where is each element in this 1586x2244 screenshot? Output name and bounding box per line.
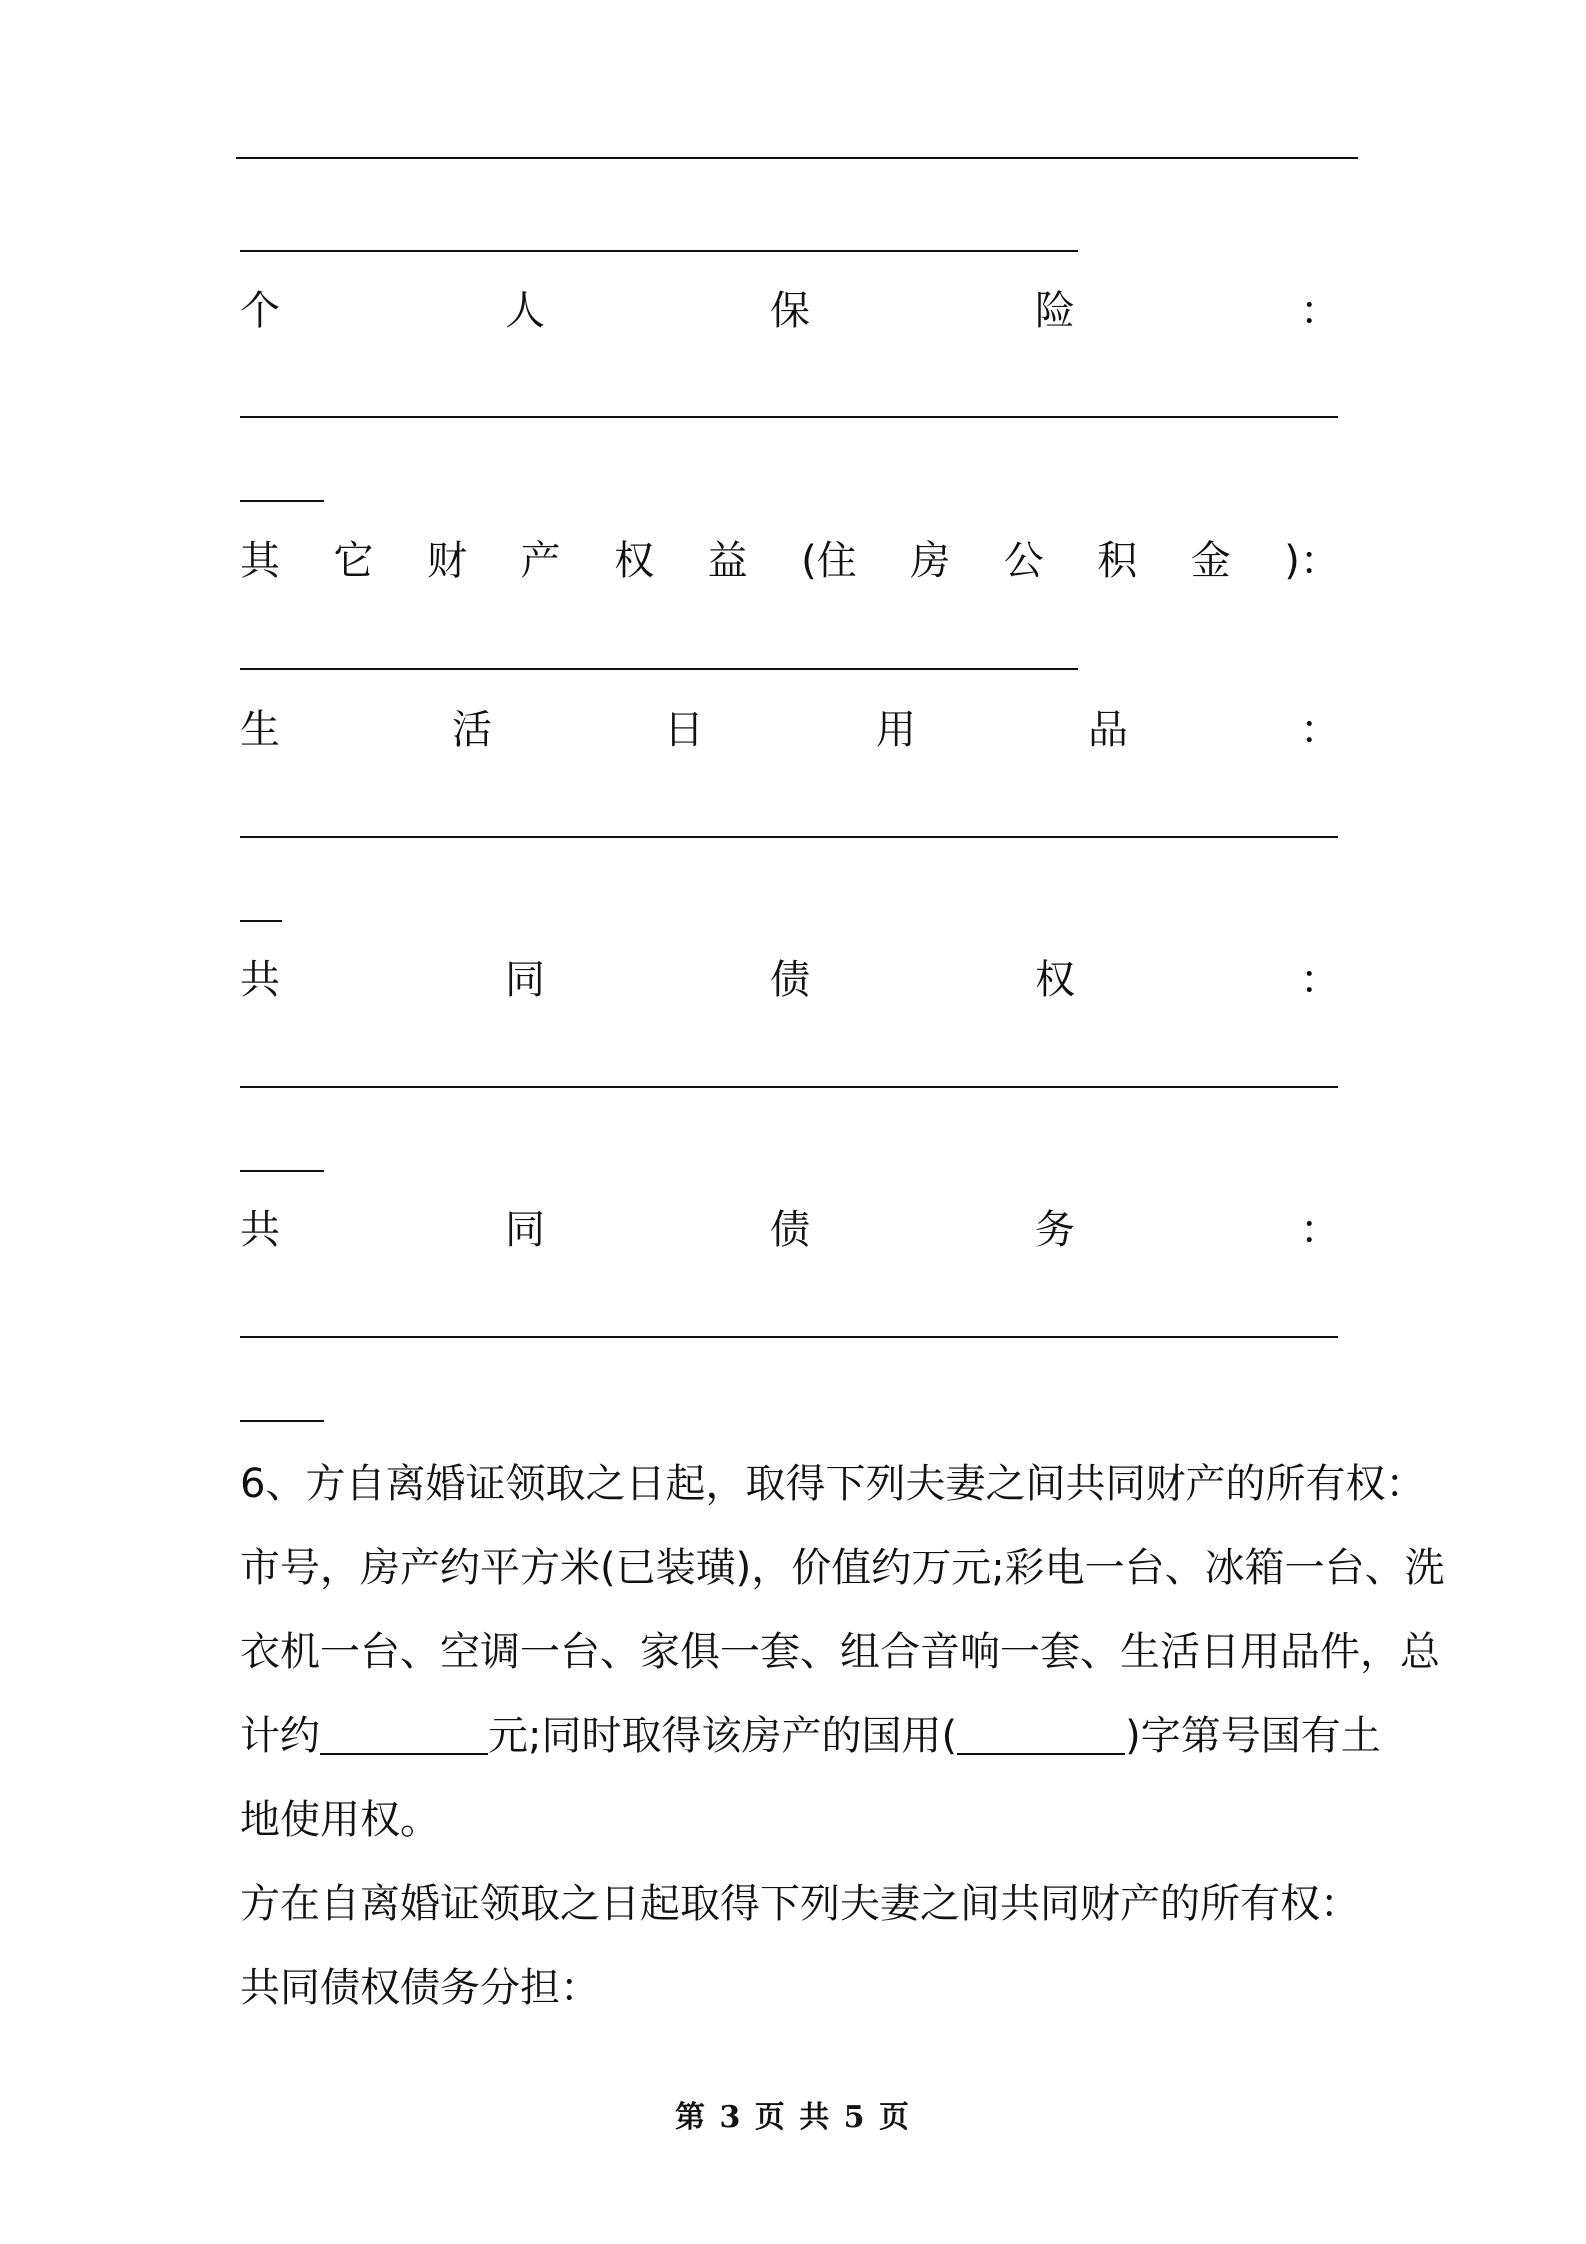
field-other-property (240, 533, 1340, 589)
field-char: 同 (505, 957, 545, 1003)
fill-line (240, 500, 324, 502)
field-char: 金 (1190, 538, 1231, 584)
field-char: 债 (770, 957, 810, 1003)
fill-line (240, 416, 1338, 418)
field-char: 它 (333, 538, 374, 584)
text-segment: )字第号国有土 (1125, 1713, 1381, 1759)
fill-line (240, 668, 1078, 670)
field-char: ： (1300, 707, 1340, 753)
field-char: 活 (452, 707, 492, 753)
paragraph-line: 衣机一台、空调一台、家俱一套、组合音响一套、生活日用品件，总 (240, 1629, 1440, 1675)
field-char: 同 (505, 1207, 545, 1253)
fill-line (240, 1336, 1338, 1338)
blank-land-cert (957, 1753, 1125, 1755)
field-char: 公 (1003, 538, 1044, 584)
page-footer: 第 3 页 共 5 页 (675, 2100, 911, 2135)
field-char: 务 (1035, 1207, 1075, 1253)
field-char: 共 (240, 957, 280, 1003)
paragraph-7: 方在自离婚证领取之日起取得下列夫妻之间共同财产的所有权： (240, 1881, 1360, 1927)
field-char: ： (1300, 1207, 1340, 1253)
paragraph-line: 市号，房产约平方米(已装璜)，价值约万元;彩电一台、冰箱一台、洗 (240, 1545, 1445, 1591)
field-char: 共 (240, 1207, 280, 1253)
field-char: 其 (240, 538, 280, 584)
field-char: 权 (1035, 957, 1075, 1003)
field-char: ： (1300, 957, 1340, 1003)
field-joint-credit (240, 952, 1340, 1008)
header-rule (236, 157, 1358, 159)
field-char: (住 (801, 538, 857, 584)
field-char: 日 (664, 707, 704, 753)
field-daily-goods (240, 702, 1340, 758)
fill-line (240, 836, 1338, 838)
field-char: 房 (910, 538, 951, 584)
fill-line (240, 1086, 1338, 1088)
field-char: 财 (427, 538, 468, 584)
field-char: )： (1284, 538, 1340, 584)
field-char: 债 (770, 1207, 810, 1253)
field-personal-insurance (240, 283, 1340, 339)
blank-amount (320, 1753, 488, 1755)
field-char: 生 (240, 707, 280, 753)
field-char: 产 (520, 538, 561, 584)
fill-line (240, 1420, 324, 1422)
paragraph-6 (240, 1442, 1445, 2030)
paragraph-line: 地使用权。 (240, 1797, 440, 1843)
field-char: 积 (1097, 538, 1138, 584)
field-char: 用 (876, 707, 916, 753)
fill-line (240, 920, 282, 922)
field-char: 人 (505, 288, 545, 334)
fill-line (240, 250, 1078, 252)
field-char: 个 (240, 288, 280, 334)
text-segment: 元;同时取得该房产的国用( (488, 1713, 958, 1759)
text-segment: 计约 (240, 1713, 320, 1759)
field-char: 权 (614, 538, 655, 584)
paragraph-line: 6、方自离婚证领取之日起，取得下列夫妻之间共同财产的所有权： (240, 1461, 1426, 1507)
paragraph-8: 共同债权债务分担： (240, 1965, 600, 2011)
paragraph-line (240, 1694, 1381, 1778)
field-char: 险 (1035, 288, 1075, 334)
fill-line (240, 1170, 324, 1172)
field-char: ： (1300, 288, 1340, 334)
field-char: 益 (707, 538, 748, 584)
field-char: 保 (770, 288, 810, 334)
field-joint-debt (240, 1202, 1340, 1258)
field-char: 品 (1088, 707, 1128, 753)
